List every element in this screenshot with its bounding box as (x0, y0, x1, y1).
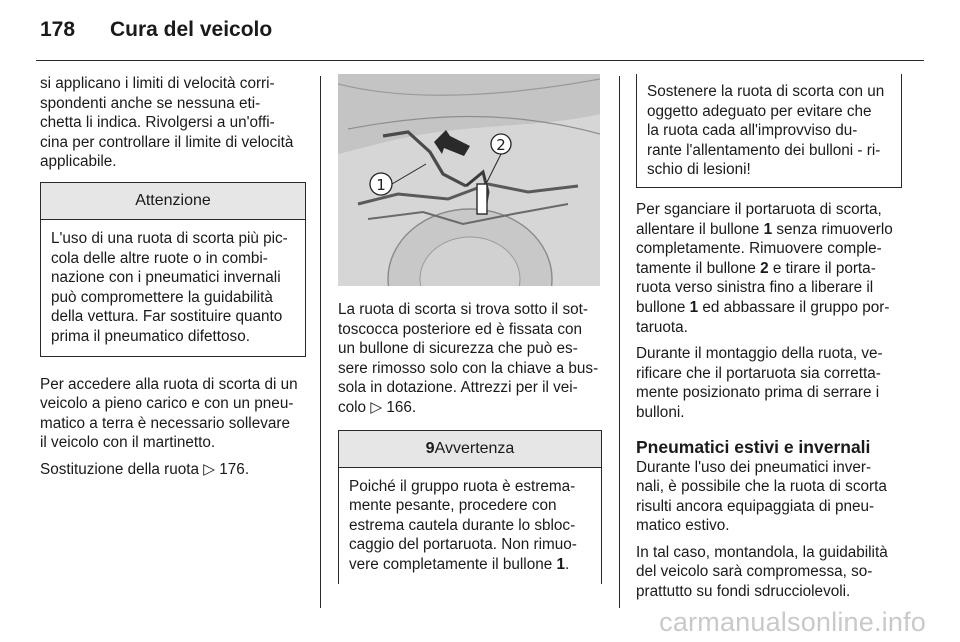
winter-tyres-paragraph: Durante l'uso dei pneumatici inver- nali, è possibile che la ruota di scorta risulti ancora equipaggiata di pneu- matico estivo. (636, 458, 887, 535)
jack-paragraph: Per accedere alla ruota di scorta di un veicolo a pieno carico e con un pneu- matico a terra è necessario sollevare il veicolo con il martinetto. (40, 375, 298, 452)
spare-wheel-paragraph: La ruota di scorta si trova sotto il sot- toscocca posteriore ed è fissata con un bullone di sicurezza che può es- sere rimosso solo con la chiave a bus- sola in dotazione. Attrezzi per il vei- colo ▷ 166. (338, 301, 599, 416)
warning-box (338, 430, 602, 584)
column-3 (636, 74, 902, 609)
header-rule (36, 60, 924, 61)
page-header (40, 18, 272, 42)
callout-1: 1 (376, 176, 386, 194)
caution-box: Sostenere la ruota di scorta con un oggetto adeguato per evitare che la ruota cada all'improvviso du- rante l'allentamento dei bulloni - ri- schio di lesioni! (636, 74, 902, 188)
section-heading: Pneumatici estivi e invernali (636, 436, 871, 457)
watermark: carmanualsonline.info (659, 607, 926, 637)
reference-link[interactable]: 176. (219, 460, 250, 478)
column-divider-2 (619, 76, 620, 608)
warning-body: Poiché il gruppo ruota è estrema- mente pesante, procedere con estrema cautela durante lo sbloc- caggio del portaruota. Non rimuo- vere completamente il bullone 1. (349, 477, 577, 573)
reference-arrow-icon: ▷ (370, 398, 383, 416)
reference-link[interactable]: 166. (386, 398, 417, 416)
attention-title: Attenzione (41, 183, 305, 220)
column-2 (338, 74, 604, 584)
release-paragraph: Per sganciare il portaruota di scorta, allentare il bullone 1 senza rimuoverlo completamente. Rimuovere comple- tamente il bullone 2 e tirare il porta- ruota verso sinistra fino a liberare il bullone 1 ed abbassare il gruppo por- taruota. (636, 200, 893, 336)
mounting-paragraph: Durante il montaggio della ruota, ve- rificare che il portaruota sia corretta- mente posizionato prima di serrare i bulloni. (636, 345, 883, 421)
cross-reference: Sostituzione della ruota ▷ 176. (40, 460, 250, 478)
warning-title: 9Avvertenza (339, 431, 601, 468)
spare-wheel-illustration (338, 74, 600, 286)
column-divider-1 (320, 76, 321, 608)
handling-paragraph: In tal caso, montandola, la guidabilità del veicolo sarà compromessa, so- prattutto su fondi sdrucciolevoli. (636, 543, 888, 601)
column-1 (40, 74, 306, 487)
attention-body: L'uso di una ruota di scorta più pic- cola delle altre ruote o in combi- nazione con i pneumatici invernali può compromettere la guidabilità della vettura. Far sostituire quanto prima il pneumatico difettoso. (51, 229, 288, 345)
attention-box (40, 182, 306, 357)
intro-paragraph: si applicano i limiti di velocità corri- spondenti anche se nessuna eti- chetta li indica. Rivolgersi a un'offi- cina per controllare il limite di velocità applicabile. (40, 75, 294, 171)
reference-arrow-icon: ▷ (203, 460, 216, 478)
page-number: 178 (40, 18, 76, 41)
warning-icon: 9 (425, 439, 435, 457)
callout-2: 2 (496, 136, 506, 154)
spare-wheel-drawing (338, 74, 600, 286)
page-title: Cura del veicolo (110, 18, 273, 41)
